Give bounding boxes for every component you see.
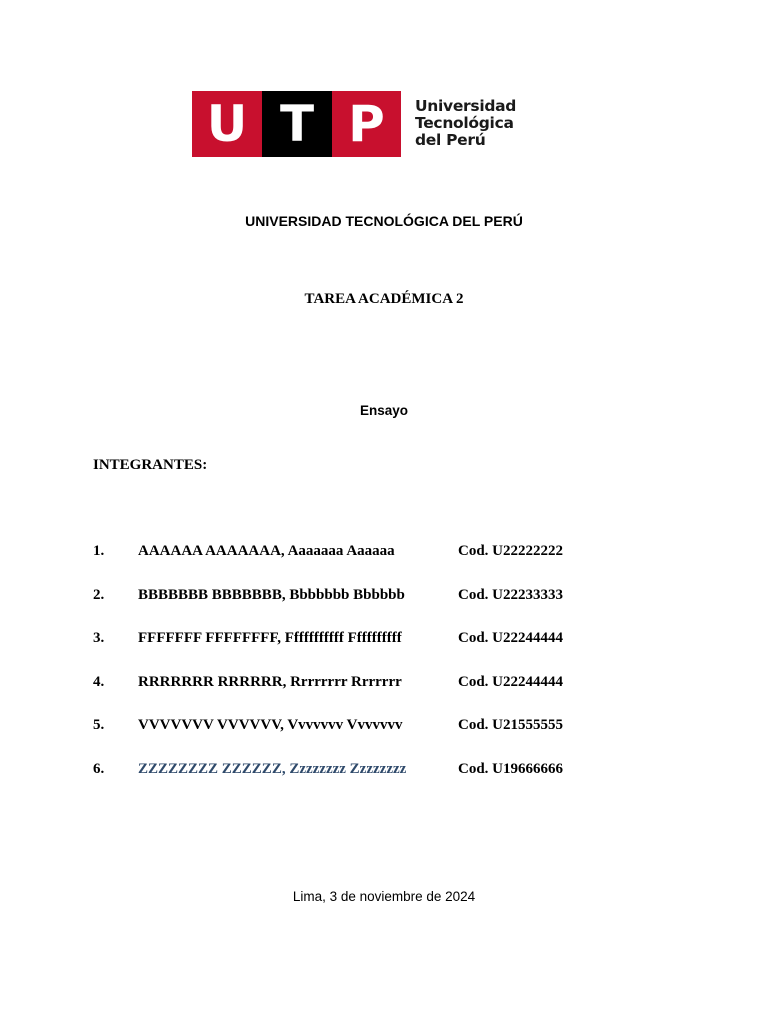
member-code: Cod. U22233333: [458, 587, 564, 603]
member-number: 1.: [93, 543, 105, 559]
logo-wordmark-line: del Perú: [415, 131, 486, 149]
logo-letter-p: P: [332, 91, 401, 157]
member-name: VVVVVVV VVVVVV, Vvvvvvv Vvvvvvv: [138, 717, 403, 733]
logo-wordmark-line: Universidad: [415, 97, 517, 115]
member-row: [0, 717, 768, 737]
logo-letter-t: T: [262, 91, 332, 157]
member-name: BBBBBBB BBBBBBB, Bbbbbbb Bbbbbb: [138, 587, 405, 603]
member-row: [0, 543, 768, 563]
member-number: 2.: [93, 587, 105, 603]
member-row: [0, 761, 768, 781]
logo-wordmark: [415, 98, 516, 149]
member-code: Cod. U22222222: [458, 543, 564, 559]
member-name: FFFFFFF FFFFFFFF, Fffffffffff Ffffffffff: [138, 630, 402, 646]
document-type: Ensayo: [359, 403, 409, 418]
member-number: 5.: [93, 717, 105, 733]
place-date: Lima, 3 de noviembre de 2024: [292, 889, 476, 904]
logo-wordmark-line: Tecnológica: [415, 114, 514, 132]
utp-logo: [192, 91, 522, 157]
member-code: Cod. U22244444: [458, 674, 564, 690]
member-row: [0, 630, 768, 650]
member-name: RRRRRRR RRRRRR, Rrrrrrrr Rrrrrrr: [138, 674, 402, 690]
member-code: Cod. U21555555: [458, 717, 564, 733]
member-code: Cod. U19666666: [458, 761, 564, 777]
member-number: 6.: [93, 761, 105, 777]
member-code: Cod. U22244444: [458, 630, 564, 646]
university-title: UNIVERSIDAD TECNOLÓGICA DEL PERÚ: [245, 213, 523, 229]
member-name: AAAAAA AAAAAAA, Aaaaaaa Aaaaaa: [138, 543, 395, 559]
member-name: ZZZZZZZZ ZZZZZZ, Zzzzzzzz Zzzzzzzz: [138, 761, 407, 777]
member-row: [0, 674, 768, 694]
members-heading: INTEGRANTES:: [93, 457, 208, 473]
member-number: 4.: [93, 674, 105, 690]
assignment-title: TAREA ACADÉMICA 2: [304, 291, 464, 307]
logo-letter-u: U: [192, 91, 262, 157]
member-row: [0, 587, 768, 607]
member-number: 3.: [93, 630, 105, 646]
